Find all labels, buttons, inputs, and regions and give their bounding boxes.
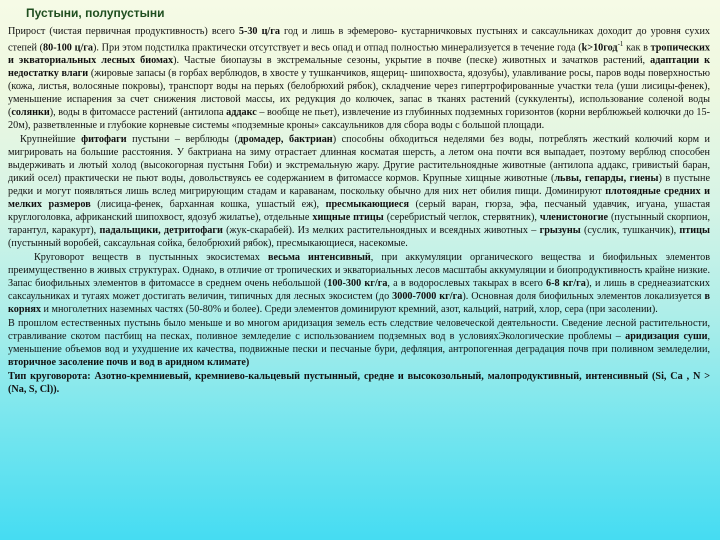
text-run: , при аккумуляции органического вещества и биофильных элементов преимущественно в живых структурах. Однако, в отличие от тропических и экваториальных лесов масштабы аккумуляции и биопродуктивность крайне низкие. Запас биофильных элементов в фитомассе в среднем очень небольшой ( xyxy=(8,252,711,290)
bold-term: 100-300 кг/га xyxy=(327,278,388,290)
text-run: и многолетних наземных частях (50-80% и более). Среди элементов доминируют кремний, азот, кальций, натрий, хлор, сера (при засолении). xyxy=(40,304,658,316)
text-run: как в xyxy=(623,42,651,54)
text-run: , уменьшение объемов вод и ухудшение их качества, подвижные пески и песчаные бури, дефляция, антропогенная деградация почв при поливном земледелии, xyxy=(8,331,711,356)
slide-title: Пустыни, полупустыни xyxy=(26,6,165,20)
text-run: ), и лишь в среднеазиатских саксаульниках и тугаях может достигать величин, типичных для лесных экосистем (до xyxy=(8,278,710,303)
text-run: (жировые запасы (в горбах верблюдов, в хвосте у тушканчиков, ящериц- шипохвоста, ядозубы), улавливание росы, паров воды поверхностью (кожа, листья, волосяные покровы), транспорт воды на перьях (белобрюхий рябок), складчение через гипертрофированные участки тела (уши лисицы-фенек), уменьшение испарения за счет снижения листовой массы, их редукция до колючек, запас в тканях растений (суккуленты), использование соленой воды ( xyxy=(8,68,710,119)
text-run: ). Основная доля биофильных элементов локализуется xyxy=(462,291,705,303)
text-run: (лисица-фенек, барханная кошка, ушастый еж), xyxy=(90,199,326,211)
bold-term: плотоядные средних и мелких размеров xyxy=(8,186,710,211)
bold-term: членистоногие xyxy=(539,212,609,224)
text-run: (серый варан, гюрза, эфа, песчаный удавчик, игуана, ушастая круглоголовка, африканский шипохвост, ядозуб жилатье), отдельные xyxy=(8,199,711,224)
text-run: (жук-скарабей). Из мелких растительноядных и всеядных животных – xyxy=(222,225,540,237)
text-run: , а в водорослевых такырах в всего xyxy=(387,278,547,290)
text-run: Крупнейшие xyxy=(20,134,82,146)
text-run: (суслик, тушканчик), xyxy=(580,225,680,237)
text-run: ). При этом подстилка практически отсутствует и весь опад и отпад полностью минерализуется в течение года ( xyxy=(93,42,582,54)
bold-term: k>10год xyxy=(581,42,618,54)
bold-term: птицы xyxy=(679,225,710,237)
cycle-type-summary: Тип круговорота: Азотно-кремниевый, кремниево-кальцевый пустынный, средне и высокозольный, малопродуктивный, интенсивный (Si, Ca , N > (Na, S, Cl)). xyxy=(8,371,710,396)
bold-term: грызуны xyxy=(539,225,581,237)
text-run: ), воды в фитомассе растений (антилопа xyxy=(49,107,227,119)
bold-term: падальщики, детритофаги xyxy=(99,225,223,237)
text-run: (серебристый чеглок, стервятник), xyxy=(383,212,540,224)
text-run: ) способны обходиться неделями без воды, потреблять жесткий колючий корм и мигрировать на большие расстояния. У бактриана на зиму отрастает длинная косматая шерсть, а летом она почти вся выпадает, поэтому верблюд способен выдерживать и лютый холод (высокогорная пустыня Гоби) и экстремальную жару. Другие растительноядные животные (антилопа аддакс, гривистый баран, дикий осел) практически не пьют воды, довольствуясь ее содержанием в фитомассе кормов. Крупные хищные животные ( xyxy=(8,134,711,185)
bold-term: аддакс xyxy=(226,107,257,119)
bold-term: 5-30 ц/га xyxy=(238,26,280,37)
superscript: -1 xyxy=(617,40,624,48)
bold-term: тропических и экваториальных лесных биомах xyxy=(8,42,710,67)
bold-term: фитофаги xyxy=(81,134,127,146)
bold-term: дромадер, бактриан xyxy=(237,134,333,146)
bold-term: аридизация суши xyxy=(625,331,708,343)
paragraph xyxy=(8,317,710,369)
bold-term: солянки xyxy=(11,107,50,119)
bold-term: хищные птицы xyxy=(312,212,384,224)
text-run: В прошлом естественных пустынь было меньше и во многом аридизация земель есть следствие человеческой деятельности. Сведение лесной растительности, стравливание скотом пастбищ на песках, поливное земледелие с использованием подземных вод в условиях xyxy=(8,318,710,343)
text-run: Экологические проблемы – xyxy=(498,331,626,343)
text-run: пустыни – верблюды ( xyxy=(126,134,238,146)
bold-term: пресмыкающиеся xyxy=(325,199,409,211)
bold-term: 3000-7000 кг/га xyxy=(392,291,463,303)
text-run: Прирост (чистая первичная продуктивность) всего xyxy=(8,26,239,37)
bold-term: вторичное засоление почв и вод в аридном климате) xyxy=(8,357,250,369)
text-run: ). Частые биопаузы в экстремальные сезоны, укрытие в почве (песке) животных и зачатков растений, xyxy=(173,55,651,67)
paragraph xyxy=(8,25,710,132)
text-body xyxy=(8,25,710,369)
bold-term: в корнях xyxy=(8,291,710,316)
bold-term: адаптации к недостатку влаги xyxy=(8,55,711,80)
text-run: Круговорот веществ в пустынных экосистемах xyxy=(34,252,268,264)
bold-term: 80-100 ц/га xyxy=(43,42,94,54)
bold-term: львы, гепарды, гиены xyxy=(554,173,659,185)
text-run: – вообще не пьет), извлечение из глубинных подземных горизонтов (корни верблюжьей колючки до 15-20м), разветвленные и глубокие корневые системы «подземные кроны» саксаульников для сбора воды с большой площади. xyxy=(8,107,710,132)
text-run: год и лишь в эфемерово- кустарничковых пустынях и саксаульниках доходит до уровня сухих степей ( xyxy=(8,26,710,54)
bold-term: весьма интенсивный xyxy=(267,252,371,264)
text-run: (пустынный скорпион, тарантул, каракурт), xyxy=(8,212,711,237)
paragraph xyxy=(8,251,710,316)
text-run: ) в пустыне редки и могут появляться лишь вслед мигрирующим стадам и караванам, поскольку обычно для них нет обилия пищи. Доминируют xyxy=(8,173,710,198)
text-run: (пустынный воробей, саксаульная сойка, белобрюхий рябок), пресмыкающиеся, насекомые. xyxy=(8,238,408,250)
bold-term: 6-8 кг/га xyxy=(546,278,586,290)
paragraph xyxy=(8,133,710,250)
